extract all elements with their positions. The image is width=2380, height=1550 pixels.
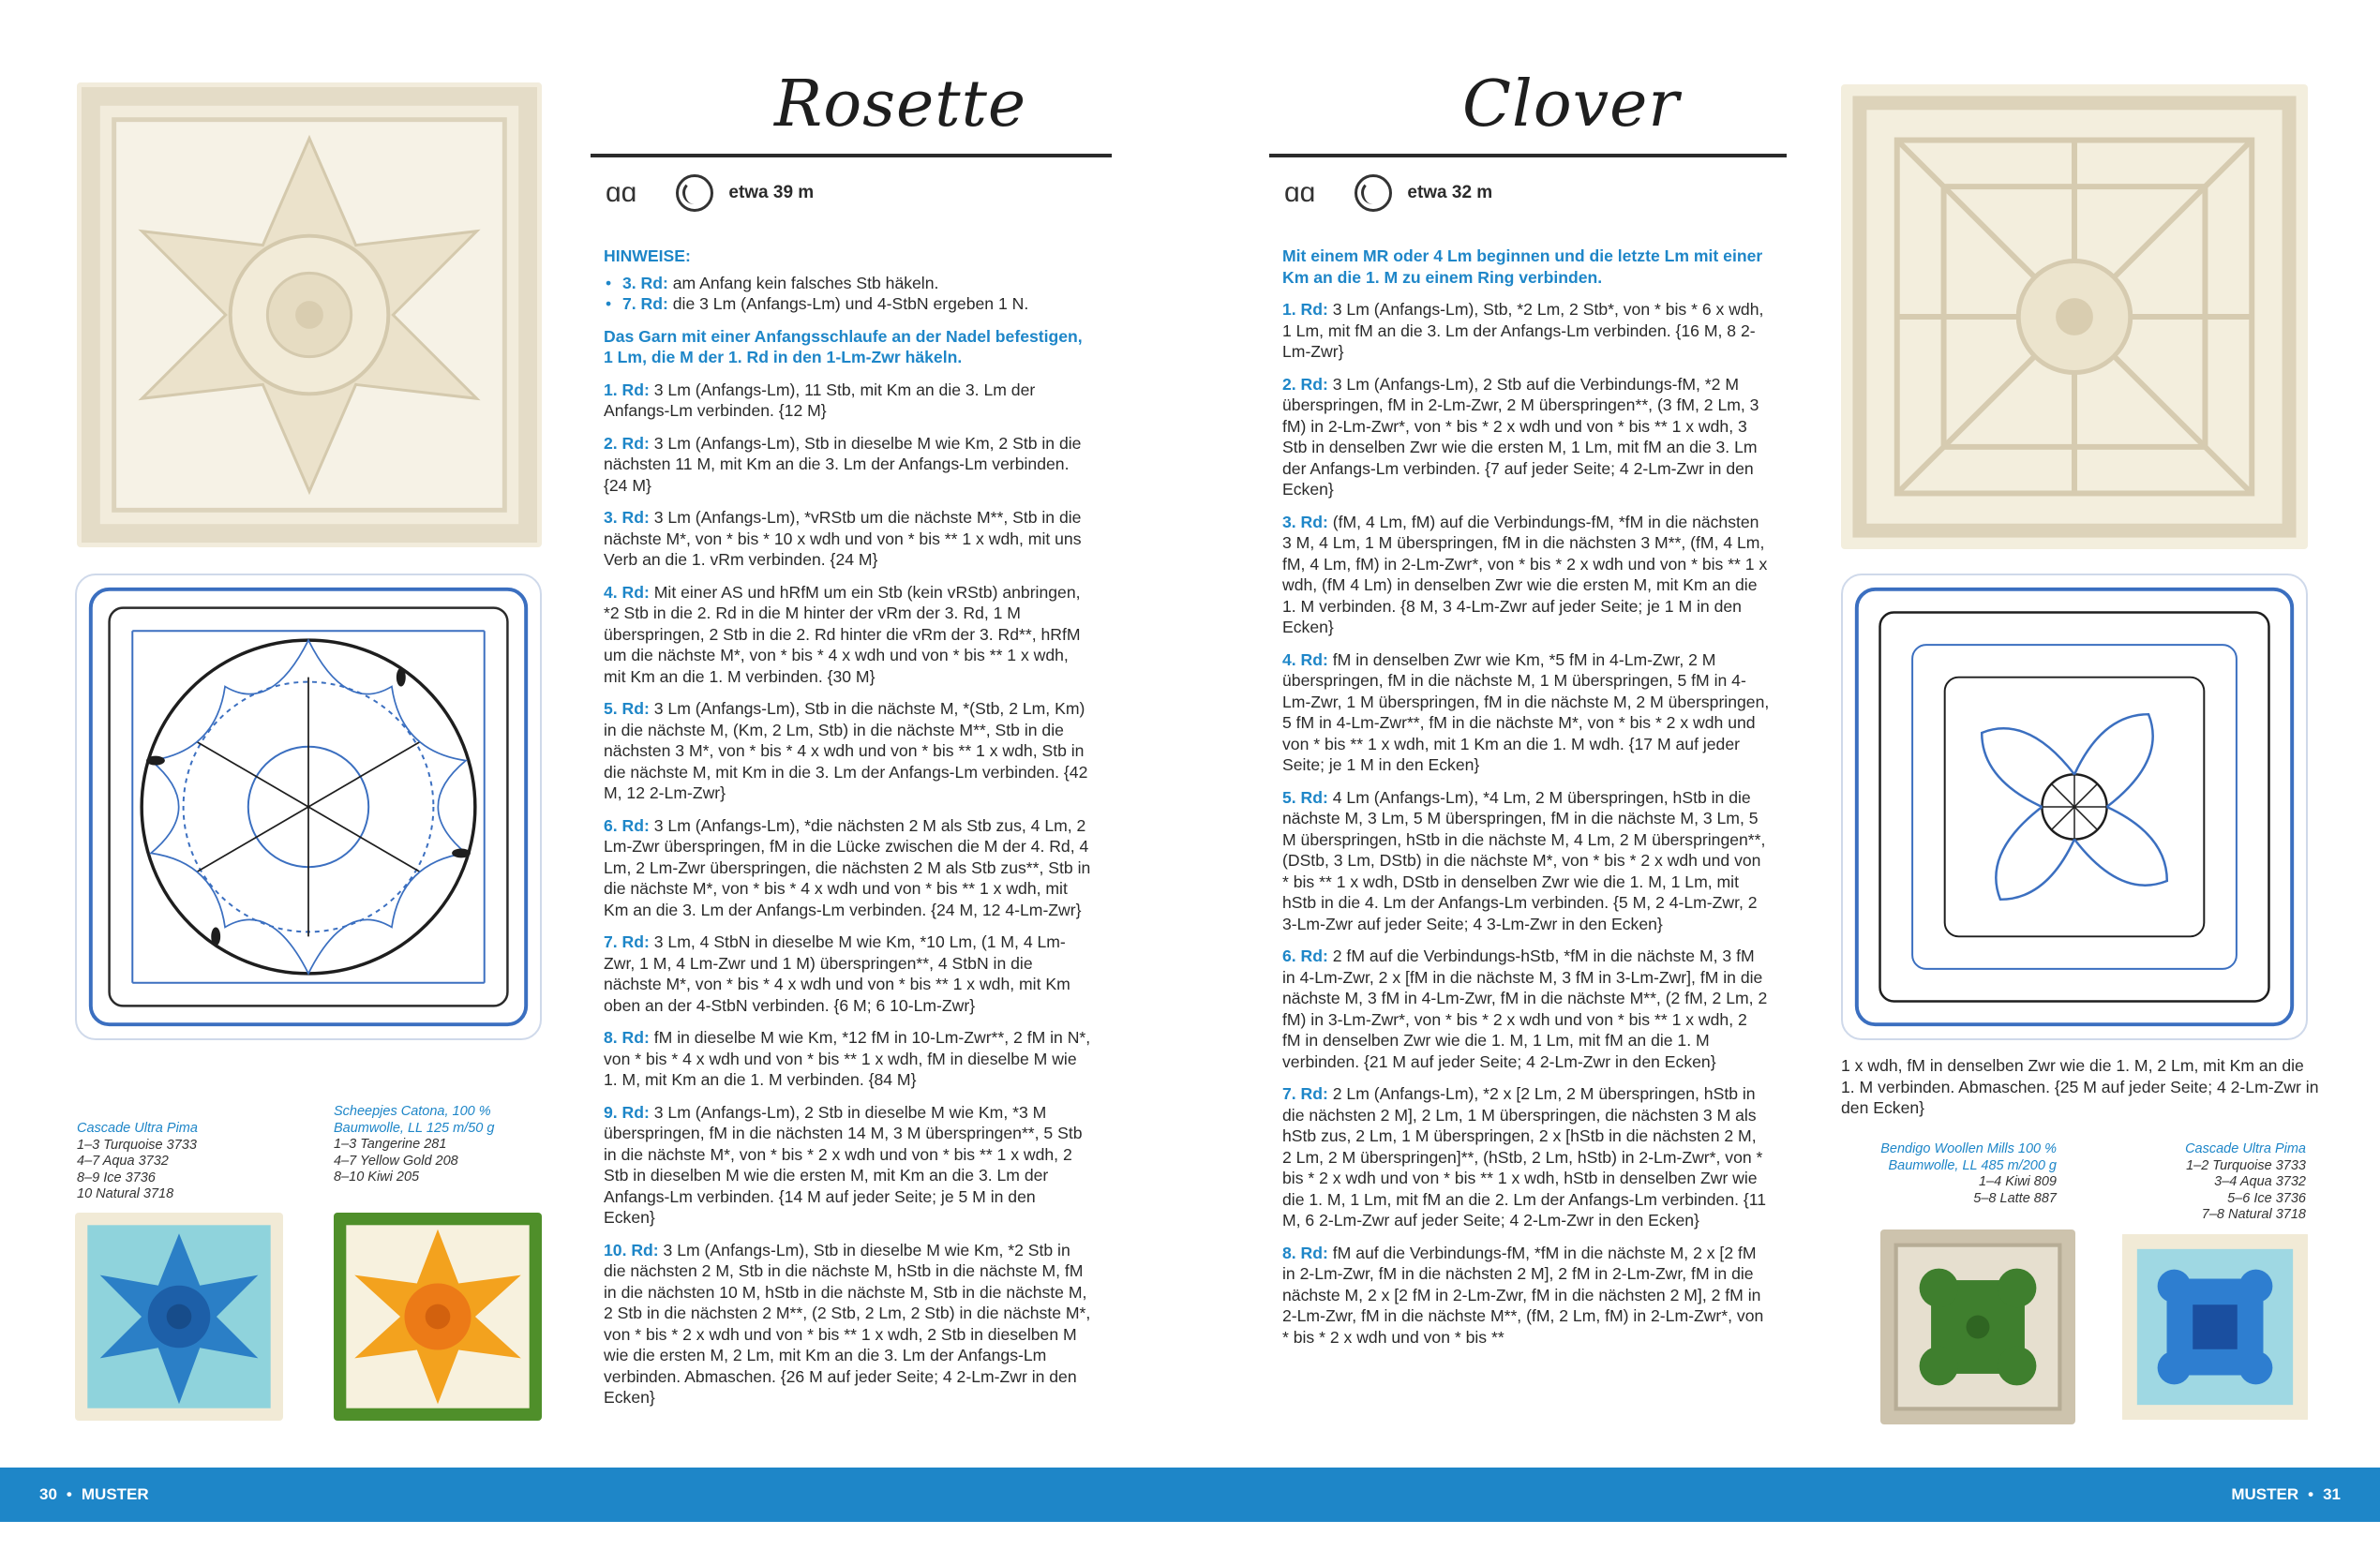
rosette-round-4: 4. Rd: Mit einer AS und hRfM um ein Stb (kein vRStb) anbringen, *2 Stb in die 2. Rd in die M hinter der vRm der 3. Rd, 1 M überspringen, 2 Stb in die 2. Rd hinter die vRm der 3. Rd**, hRfM um die nächste M*, von * bis * 4 x wdh und von * bis ** 1 x wdh, mit Km an die 1. M verbinden. {30 M}	[604, 582, 1081, 686]
rosette-round-3: 3. Rd: 3 Lm (Anfangs-Lm), *vRStb um die nächste M**, Stb in die nächste M*, von * bis * 10 x wdh und von * bis ** 1 x wdh, mit uns Verb an die 1. vRm verbinden. {24 M}	[604, 508, 1082, 569]
rosette-round-8: 8. Rd: fM in dieselbe M wie Km, *12 fM in 10-Lm-Zwr**, 2 fM in N*, von * bis * 4 x wdh und von * bis ** 1 x wdh, fM in dieselbe M wie 1. M, mit Km an die 1. M verbinden. {84 M}	[604, 1028, 1091, 1089]
hinweise-item: • 3. Rd: am Anfang kein falsches Stb häkeln.	[604, 273, 1091, 294]
clover-round-6: 6. Rd: 2 fM auf die Verbindungs-hStb, *fM in die nächste M, 3 fM in 4-Lm-Zwr, 2 x [fM in die nächste M, 3 fM in 3-Lm-Zwr], fM in die nächste M, 3 fM in 4-Lm-Zwr, fM in die nächste M**, (2 fM, 2 Lm, 2 fM) in 3-Lm-Zwr*, von * bis * 2 x wdh und von * bis ** 1 x wdh, 2 fM in denselben Zwr wie die 1. M, 1 Lm, mit fM an die 1. M verbinden. {21 M auf jeder Seite; 4 2-Lm-Zwr in den Ecken}	[1282, 946, 1768, 1071]
rosette-yarn-1-label: Cascade Ultra Pima 1–3 Turquoise 3733 4–7 Aqua 3732 8–9 Ice 3736 10 Natural 3718	[77, 1121, 198, 1201]
clover-round-4: 4. Rd: fM in denselben Zwr wie Km, *5 fM in 4-Lm-Zwr, 2 M überspringen, fM in die nächste M, 1 M überspringen, 5 fM in 4-Lm-Zwr, 1 M überspringen, fM in die nächste M, 2 M überspringen, 5 fM in 4-Lm-Zwr**, fM in die nächste M*, von * bis * 2 x wdh und von * bis ** 1 x wdh, mit 1 Km an die 1. M wdh. {17 M auf jeder Seite; je 1 M in den Ecken}	[1282, 649, 1770, 774]
clover-yarn-1-label: Bendigo Woollen Mills 100 % Baumwolle, LL 485 m/200 g 1–4 Kiwi 809 5–8 Latte 887	[1880, 1141, 2057, 1206]
clover-yarn-2-label: Cascade Ultra Pima 1–2 Turquoise 3733 3–4 Aqua 3732 5–6 Ice 3736 7–8 Natural 3718	[2185, 1141, 2306, 1222]
clover-round-8: 8. Rd: fM auf die Verbindungs-fM, *fM in die nächste M, 2 x [2 fM in 2-Lm-Zwr, fM in die nächsten 2 M], 2 fM in 2-Lm-Zwr, fM in die nächste M, 2 x [2 fM in 2-Lm-Zwr, fM in die nächsten 2 M], 2 fM in 2-Lm-Zwr, fM in die nächste M**, (fM, 2 Lm, fM) in 2-Lm-Zwr*, von * bis * 2 x wdh und von * bis **	[1282, 1243, 1764, 1347]
rosette-meta	[606, 174, 814, 212]
clover-title-rule	[1269, 154, 1787, 157]
section-left: MUSTER	[81, 1485, 149, 1503]
hinweise-item: • 7. Rd: die 3 Lm (Anfangs-Lm) und 4-StbN ergeben 1 N.	[604, 293, 1091, 315]
clover-chart	[1841, 574, 2308, 1040]
page-number-left: 30	[39, 1485, 57, 1503]
rosette-round-6: 6. Rd: 3 Lm (Anfangs-Lm), *die nächsten 2 M als Stb zus, 4 Lm, 2 Lm-Zwr überspringen, fM in die Lücke zwischen die M der 4. Rd, 4 Lm, 2 Lm-Zwr überspringen, die nächsten 2 M als Stb zus**, Stb in die nächste M*, von * bis * 4 x wdh und von * bis ** 1 x wdh, mit Km an die 3. Lm der Anfangs-Lm verbinden. {24 M, 12 4-Lm-Zwr}	[604, 815, 1091, 919]
rosette-photo	[77, 82, 542, 547]
clover-sample-blue	[2122, 1231, 2308, 1423]
rosette-title-rule	[591, 154, 1112, 157]
footer-right: MUSTER • 31	[2231, 1485, 2341, 1503]
rosette-sample-blue	[75, 1213, 283, 1421]
rosette-round-2: 2. Rd: 3 Lm (Anfangs-Lm), Stb in dieselbe M wie Km, 2 Stb in die nächsten 11 M, mit Km an die 3. Lm der Anfangs-Lm verbinden. {24 M}	[604, 433, 1082, 495]
clover-meta	[1284, 174, 1492, 212]
clover-sample-green	[1880, 1230, 2075, 1424]
clover-yarn-amount: etwa 32 m	[1407, 183, 1493, 202]
rosette-instructions	[604, 246, 1091, 1420]
rosette-round-7: 7. Rd: 3 Lm, 4 StbN in dieselbe M wie Km, *10 Lm, (1 M, 4 Lm-Zwr, 1 M, 4 Lm-Zwr und 1 M) überspringen**, 4 StbN in die nächste M*, von * bis * 4 x wdh und von * bis ** 1 x wdh, mit Km oben an der 4-StbN verbinden. {6 M; 6 10-Lm-Zwr}	[604, 932, 1070, 1015]
clover-round-1: 1. Rd: 3 Lm (Anfangs-Lm), Stb, *2 Lm, 2 Stb*, von * bis * 6 x wdh, 1 Lm, mit fM an die 3. Lm der Anfangs-Lm verbinden. {16 M, 8 2-Lm-Zwr}	[1282, 300, 1764, 361]
rosette-yarn-amount: etwa 39 m	[728, 183, 815, 202]
rosette-sample-orange	[334, 1213, 542, 1421]
yarn-ball-icon	[1355, 174, 1392, 212]
rosette-round-10: 10. Rd: 3 Lm (Anfangs-Lm), Stb in dieselbe M wie Km, *2 Stb in die nächsten 2 M, Stb in die nächste M, hStb in die nächste M, fM in die nächsten 10 M, hStb in die nächste M, Stb in die nächste M, 2 Stb in die nächsten 2 M**, (2 Stb, 2 Lm, 2 Stb) in die nächste M*, von * bis * 2 x wdh und von * bis ** 1 x wdh, 2 Stb in dieselben M wie die ersten M, 2 Lm, mit Km an die 3. Lm der Anfangs-Lm verbinden. Abmaschen. {26 M auf jeder Seite; 4 2-Lm-Zwr in den Ecken}	[604, 1240, 1091, 1407]
page-footer	[0, 1468, 2380, 1522]
clover-photo	[1841, 84, 2308, 549]
clover-instructions	[1282, 246, 1770, 1359]
rosette-round-1: 1. Rd: 3 Lm (Anfangs-Lm), 11 Stb, mit Km an die 3. Lm der Anfangs-Lm verbinden. {12 M}	[604, 380, 1036, 420]
clover-round-2: 2. Rd: 3 Lm (Anfangs-Lm), 2 Stb auf die Verbindungs-fM, *2 M überspringen, fM in 2-Lm-Zwr, 2 M überspringen**, (3 fM, 2 Lm, 3 fM) in 2-Lm-Zwr*, von * bis * 2 x wdh und von * bis ** 1 x wdh, 3 Stb in denselben Zwr wie die ersten M, 1 Lm, mit fM an die 3. Lm der Anfangs-Lm verbinden. {7 auf jeder Seite; 4 2-Lm-Zwr in den Ecken}	[1282, 374, 1759, 499]
page-number-right: 31	[2323, 1485, 2341, 1503]
footer-left: 30 • MUSTER	[39, 1485, 149, 1503]
difficulty-icon: ɑɑ	[606, 177, 637, 208]
rosette-chart	[75, 574, 542, 1040]
rosette-title: Rosette	[774, 67, 1027, 142]
yarn-ball-icon	[676, 174, 713, 212]
clover-round-5: 5. Rd: 4 Lm (Anfangs-Lm), *4 Lm, 2 M überspringen, hStb in die nächste M, 3 Lm, 5 M überspringen, fM in die nächste M, 3 Lm, 5 M überspringen, hStb in die nächste M, 4 Lm, 2 M überspringen**, (DStb, 3 Lm, DStb) in die nächste M*, von * bis * 2 x wdh und von * bis ** 1 x wdh, DStb in denselben Zwr wie die 1. M, 1 Lm, mit hStb in die 4. Lm der Anfangs-Lm verbinden. {5 M, 2 4-Lm-Zwr, 2 3-Lm-Zwr auf jeder Seite; 4 3-Lm-Zwr in den Ecken}	[1282, 787, 1766, 933]
clover-title: Clover	[1462, 67, 1680, 142]
hinweise-heading: HINWEISE:	[604, 246, 691, 265]
hinweise-list	[604, 273, 1091, 315]
clover-round-7: 7. Rd: 2 Lm (Anfangs-Lm), *2 x [2 Lm, 2 M überspringen, hStb in die nächsten 2 M], 2 Lm, 1 M überspringen, die nächsten 3 M als hStb zus, 2 Lm, 1 M überspringen, 2 x [hStb in die nächsten 2 M, 2 Lm, 2 M überspringen]**, (hStb, 2 Lm, hStb) in 2-Lm-Zwr*, von * bis * 2 x wdh und von * bis ** 1 x wdh, hStb in denselben Zwr wie die 1. M, 1 Lm, mit fM an die 2. Lm der Anfangs-Lm verbinden. {11 M, 6 2-Lm-Zwr auf jeder Seite; 4 2-Lm-Zwr in den Ecken}	[1282, 1084, 1767, 1230]
rosette-round-5: 5. Rd: 3 Lm (Anfangs-Lm), Stb in die nächste M, *(Stb, 2 Lm, Km) in die nächste M, (Km, 2 Lm, Stb) in die nächste M**, Stb in die nächsten 3 M*, von * bis * 4 x wdh und von * bis ** 1 x wdh, Stb in die nächste M, mit Km in die 3. Lm der Anfangs-Lm verbinden. {42 M, 12 2-Lm-Zwr}	[604, 699, 1088, 802]
clover-round-3: 3. Rd: (fM, 4 Lm, fM) auf die Verbindungs-fM, *fM in die nächsten 3 M, 4 Lm, 1 M überspringen, fM in die nächsten 3 M**, (fM, 4 Lm, fM, 4 Lm, fM) in 2-Lm-Zwr*, von * bis * 2 x wdh und von * bis ** 1 x wdh, (fM 4 Lm) in denselben Zwr wie die ersten M, mit Km an die 1. M verbinden. {8 M, 3 4-Lm-Zwr auf jeder Seite; je 1 M in den Ecken}	[1282, 512, 1768, 636]
clover-intro: Mit einem MR oder 4 Lm beginnen und die letzte Lm mit einer Km an die 1. M zu einem Ring verbinden.	[1282, 246, 1763, 287]
rosette-round-9: 9. Rd: 3 Lm (Anfangs-Lm), 2 Stb in dieselbe M wie Km, *3 M überspringen, fM in die nächsten 14 M, 3 M überspringen**, 5 Stb in die nächste M*, von * bis * 2 x wdh und von * bis ** 1 x wdh, 2 Stb in dieselben M wie die ersten M, mit Km an die 3. Lm der Anfangs-Lm verbinden. {14 M auf jeder Seite; je 5 M in den Ecken}	[604, 1102, 1083, 1227]
rosette-yarn-2-label: Scheepjes Catona, 100 % Baumwolle, LL 125 m/50 g 1–3 Tangerine 281 4–7 Yellow Gold 208 8–10 Kiwi 205	[334, 1104, 495, 1185]
section-right: MUSTER	[2231, 1485, 2299, 1503]
clover-continuation: 1 x wdh, fM in denselben Zwr wie die 1. M, 2 Lm, mit Km an die 1. M verbinden. Abmaschen. {25 M auf jeder Seite; 4 2-Lm-Zwr in den Ecken}	[1841, 1056, 2319, 1117]
difficulty-icon: ɑɑ	[1284, 177, 1316, 208]
rosette-intro: Das Garn mit einer Anfangsschlaufe an der Nadel befestigen, 1 Lm, die M der 1. Rd in den 1-Lm-Zwr häkeln.	[604, 326, 1083, 366]
